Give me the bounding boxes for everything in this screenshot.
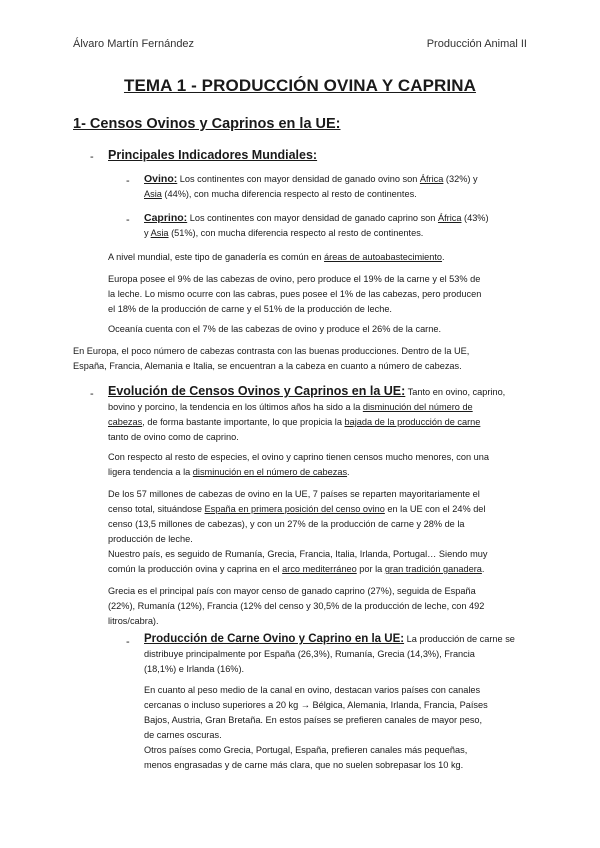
header-author: Álvaro Martín Fernández xyxy=(73,38,195,50)
bullet-dash: - xyxy=(90,151,94,163)
paragraph-otros-paises: Otros países como Grecia, Portugal, España, prefieren canales más pequeñas, menos engrasadas y de carne más clara, que no suelen sobrepasar los 10 kg. xyxy=(144,745,468,770)
paragraph-europa: Europa posee el 9% de las cabezas de ovino, pero produce el 19% de la carne y el 53% de la leche. Lo mismo ocurre con las cabras, pues posee el 1% de las cabezas, pero producen el 18% de la producción de carne y el 51% de la producción de leche. xyxy=(108,274,482,314)
paragraph-evolucion: Evolución de Censos Ovinos y Caprinos en la UE: Tanto en ovino, caprino, bovino y porcino, la tendencia en los últimos años ha sido a la disminución del número de cabezas, de forma bastante importante, lo que propicia la bajada de la producción de carne tanto de ovino como de caprino. xyxy=(108,384,506,442)
bullet-dash: - xyxy=(90,388,94,400)
paragraph-autoabastecimiento: A nivel mundial, este tipo de ganadería es común en áreas de autoabastecimiento. xyxy=(108,252,445,262)
paragraph-nuestro-pais: Nuestro país, es seguido de Rumanía, Grecia, Francia, Italia, Irlanda, Portugal… Siendo muy común la producción ovina y caprina en el arco mediterráneo por la gran tradición ganadera. xyxy=(108,549,488,574)
bullet-dash: - xyxy=(126,214,130,226)
paragraph-grecia: Grecia es el principal país con mayor censo de ganado caprino (27%), seguida de España (22%), Rumanía (12%), Francia (12% del censo y 30,5% de la producción de leche, con 492 litros/cabra). xyxy=(108,586,485,626)
header-subject: Producción Animal II xyxy=(426,38,527,50)
page-title: TEMA 1 - PRODUCCIÓN OVINA Y CAPRINA xyxy=(123,76,477,95)
paragraph-oceania: Oceanía cuenta con el 7% de las cabezas de ovino y produce el 26% de la carne. xyxy=(108,324,442,334)
paragraph-57-millones: De los 57 millones de cabezas de ovino en la UE, 7 países se reparten mayoritariamente el censo total, situándose España en primera posición del censo ovino en la UE con el 24% del censo (13,5 millones de cabezas), y con un 27% de la producción de carne y 28% de la producción de leche. xyxy=(108,489,486,544)
paragraph-caprino: Caprino: Los continentes con mayor densidad de ganado caprino son África (43%) y Asia (51%), con mucha diferencia respecto al resto de continentes. xyxy=(144,212,489,238)
bullet-dash: - xyxy=(126,175,130,187)
paragraph-ovino: Ovino: Los continentes con mayor densidad de ganado ovino son África (32%) y Asia (44%), con mucha diferencia respecto al resto de continentes. xyxy=(144,173,478,199)
bullet-dash: - xyxy=(126,636,130,648)
paragraph-peso-canal: En cuanto al peso medio de la canal en ovino, destacan varios países con canales cercanas o incluso superiores a 20 kg → Bélgica, Alemania, Irlanda, Francia, Países Bajos, Austria, Gran Bretaña. En estos países se prefieren canales de mayor peso, de carnes oscuras. xyxy=(144,685,488,740)
paragraph-especies: Con respecto al resto de especies, el ovino y caprino tienen censos mucho menores, con una ligera tendencia a la disminución en el número de cabezas. xyxy=(108,452,489,477)
subheading-indicadores: Principales Indicadores Mundiales: xyxy=(108,148,318,162)
paragraph-en-europa: En Europa, el poco número de cabezas contrasta con las buenas producciones. Dentro de la UE, España, Francia, Alemania e Italia, se encuentran a la cabeza en cuanto a número de cabezas. xyxy=(73,346,470,371)
section-heading: 1- Censos Ovinos y Caprinos en la UE: xyxy=(73,116,341,132)
paragraph-produccion-carne: Producción de Carne Ovino y Caprino en la UE: La producción de carne se distribuye principalmente por España (26,3%), Rumanía, Grecia (14,3%), Francia (18,1%) e Irlanda (16%). xyxy=(144,633,515,674)
